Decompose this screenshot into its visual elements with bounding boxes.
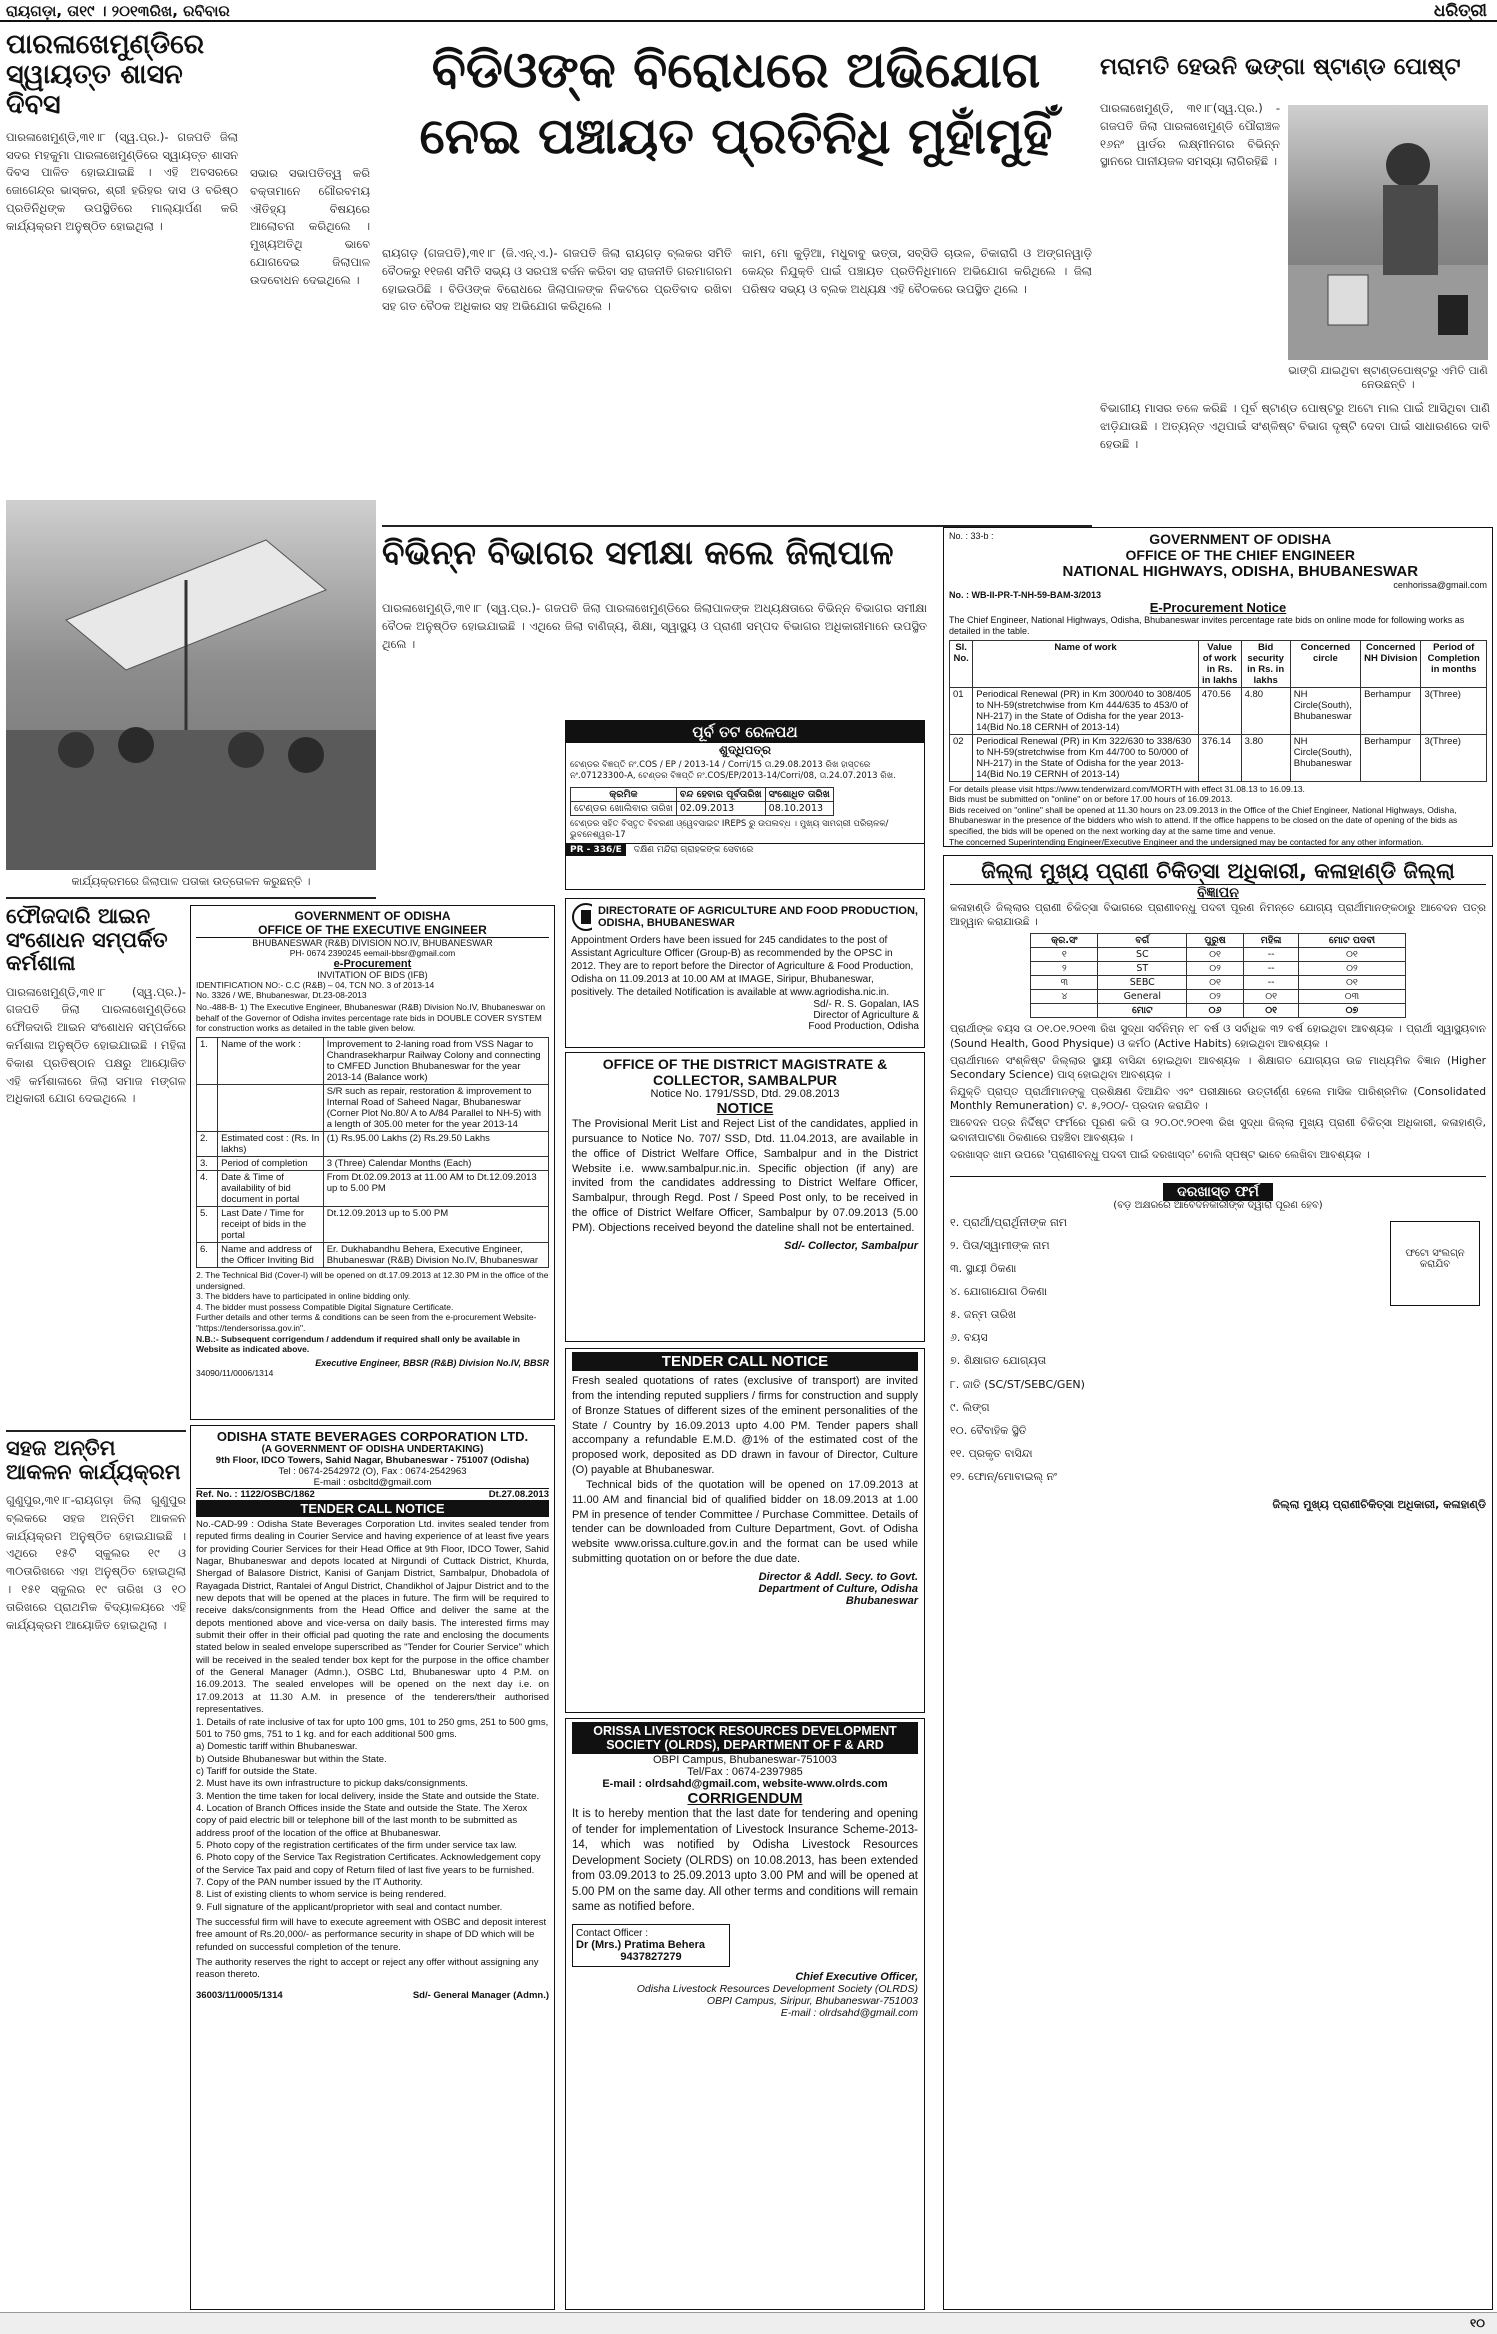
nh-note: The concerned Superintending Engineer/Executive Engineer and the undersigned may be contacted for any other information. bbox=[949, 836, 1424, 847]
culture-body-2: Technical bids of the quotation will be opened on 17.09.2013 at 11.00 AM and financial bid of qualified bidder on 18.09.2013 at 1.00 PM in presence of tender Committee / Purchase Committee. Details of tender can be downloaded from Culture Department, Govt. of Odisha website www.orissa.culture.gov.in and the format can be used while submitting quotation on or before the due date. bbox=[572, 1478, 918, 1566]
nh-title: E-Procurement Notice bbox=[1149, 600, 1287, 615]
rb-table bbox=[196, 1037, 549, 1268]
ecor-header: ବନ୍ଦ ହେବାର ପୂର୍ବତାରିଖ bbox=[676, 787, 765, 801]
flag-ceremony-image bbox=[6, 500, 376, 870]
table-cell: ୦୧ bbox=[1299, 976, 1405, 990]
col-header: Value of work in Rs. in lakhs bbox=[1198, 640, 1241, 687]
rb-gov: GOVERNMENT OF ODISHA bbox=[294, 909, 451, 923]
col-header: ମୋଟ ପଦବୀ bbox=[1299, 934, 1405, 948]
nh-office: OFFICE OF THE CHIEF ENGINEER bbox=[1125, 547, 1355, 563]
cdvo-form-title: ଦରଖାସ୍ତ ଫର୍ମ bbox=[1163, 1183, 1273, 1201]
olrds-phone: Tel/Fax : 0674-2397985 bbox=[687, 1766, 803, 1778]
osbc-title: TENDER CALL NOTICE bbox=[196, 1500, 549, 1517]
table-cell: Dt.12.09.2013 up to 5.00 PM bbox=[323, 1206, 548, 1242]
table-cell: Periodical Renewal (PR) in Km 322/630 to 338/630 to NH-59(stretchwise from Km 44/700 to 50/000 of NH-217) in the State of Odisha for the year 2013-14(Bid No.19 CERNH of 2013-14) bbox=[973, 734, 1199, 781]
rb-phone: PH- 0674 2390245 eemail-bbsr@gmail.com bbox=[289, 948, 456, 958]
divider bbox=[6, 897, 376, 899]
rb-signature: Executive Engineer, BBSR (R&B) Division No.IV, BBSR bbox=[315, 1357, 549, 1368]
nh-note: For details please visit https://www.tenderwizard.com/MORTH with effect 31.08.13 to 16.09.13. bbox=[949, 783, 1305, 794]
table-cell: Name and address of the Officer Inviting Bid bbox=[218, 1242, 324, 1267]
col-header: ପୁରୁଷ bbox=[1187, 934, 1244, 948]
list-item: 2. Must have its own infrastructure to pickup daks/consignments. bbox=[196, 1778, 468, 1790]
list-item: a) Domestic tariff within Bhubaneswar. bbox=[196, 1741, 358, 1753]
table-row bbox=[950, 734, 1487, 781]
nh-dept: NATIONAL HIGHWAYS, ODISHA, BHUBANESWAR bbox=[1062, 563, 1419, 580]
culture-sig-3: Bhubaneswar bbox=[845, 1594, 918, 1607]
rb-division-ifb-ad bbox=[190, 905, 555, 1420]
col1-headline-3: ସହଜ ଅନ୍ତିମ ଆକଳନ କାର୍ଯ୍ୟକ୍ରମ bbox=[6, 1437, 181, 1484]
agri-sig-2: Director of Agriculture & bbox=[813, 1010, 919, 1021]
table-cell: Berhampur bbox=[1361, 734, 1421, 781]
page-footer bbox=[0, 2312, 1497, 2334]
osbc-name: ODISHA STATE BEVERAGES CORPORATION LTD. bbox=[216, 1429, 529, 1444]
cdvo-para: ନିଯୁକ୍ତି ପ୍ରାପ୍ତ ପ୍ରାର୍ଥୀମାନଙ୍କୁ ପ୍ରଶିକ୍ଷଣ ଦିଆଯିବ ଏବଂ ପରୀକ୍ଷାରେ ଉତ୍ତୀର୍ଣ୍ଣ ହେଲେ ମାସିକ ପାରିଶ୍ରମିକ (Consolidated Monthly Remuneration) ଟ. ୫,୨୦୦/- ପ୍ରଦାନ କରାଯିବ । bbox=[950, 1086, 1486, 1113]
col-header: Concerned NH Division bbox=[1361, 640, 1421, 687]
center-body-2: କାମ, ମୋ କୁଡ଼ିଆ, ମଧୁବାବୁ ଭତ୍ତା, ସବ୍‌ସିଡି ଚାଉଳ, ଚିକାରାଗି ଓ ଅଙ୍ଗନୱାଡ଼ି କେନ୍ଦ୍ର ନିଯୁକ୍ତି ପାଇଁ ପଞ୍ଚାୟତ ପ୍ରତିନିଧିମାନେ ଅଭିଯୋଗ କରିଥିଲେ । ଜିଲା ପରିଷଦ ସଭ୍ୟ ଓ ବ୍ଲକ ଅଧ୍ୟକ୍ଷ ଏହି ବୈଠକରେ ଉପସ୍ଥିତ ଥିଲେ । bbox=[742, 246, 1092, 296]
table-row bbox=[950, 687, 1487, 734]
table-cell: Er. Dukhabandhu Behera, Executive Engineer, Bhubaneswar (R&B) Division No.IV, Bhubaneswar bbox=[323, 1242, 548, 1267]
form-field: ୫. ଜନ୍ମ ତାରିଖ bbox=[950, 1308, 1017, 1322]
table-cell: ମୋଟ bbox=[1098, 1004, 1187, 1018]
table-cell: Improvement to 2-laning road from VSS Nagar to Chandrasekharpur Railway Colony and connecting to CMFED Junction Bhubaneswar for the year 2013-14 (Balance work) bbox=[323, 1037, 548, 1084]
list-item: b) Outside Bhubaneswar but within the State. bbox=[196, 1753, 387, 1765]
table-cell: Last Date / Time for receipt of bids in the portal bbox=[218, 1206, 324, 1242]
ecor-cell: ଟେଣ୍ଡର ଖୋଲିବାର ତାରିଖ bbox=[571, 801, 677, 815]
table-row bbox=[1031, 1004, 1405, 1018]
ecor-footnote: ଟେଣ୍ଡର ସହିତ ବିସ୍ତୃତ ବିବରଣୀ ଓ୍ୱେବସାଇଟ IREPS ରୁ ଉପଲବ୍ଧ । ମୁଖ୍ୟ ସାମଗ୍ରୀ ପରିଚାଳକ/ଭୁବନେଶ୍ୱର-17 bbox=[570, 818, 889, 841]
form-field: ୧୦. ବୈବାହିକ ସ୍ଥିତି bbox=[950, 1423, 1027, 1437]
olrds-email: E-mail : olrdsahd@gmail.com, website-www.olrds.com bbox=[602, 1778, 888, 1790]
ecor-code: PR - 336/E bbox=[566, 844, 626, 856]
nh-eprocurement-ad bbox=[943, 527, 1493, 847]
center-lead-story bbox=[380, 42, 1092, 237]
table-cell: From Dt.02.09.2013 at 11.00 AM to Dt.12.09.2013 up to 5.00 PM bbox=[323, 1170, 548, 1206]
osbc-phone: Tel : 0674-2542972 (O), Fax : 0674-2542963 bbox=[278, 1466, 467, 1477]
table-cell: ୨ bbox=[1031, 962, 1098, 976]
ecor-corrigendum-ad bbox=[565, 720, 925, 890]
osbc-signature: Sd/- General Manager (Admn.) bbox=[412, 1989, 549, 2001]
olrds-title: ORISSA LIVESTOCK RESOURCES DEVELOPMENT SOCIETY (OLRDS), DEPARTMENT OF F & ARD bbox=[572, 1722, 918, 1754]
sambalpur-body: The Provisional Merit List and Reject List of the candidates, applied in pursuance to Notice No. 707/ SSD, Dtd. 11.04.2013, are available in the office of District Welfare Office, Sambalpur and in the District Website i.e. www.sambalpur.nic.in. Specific objection (if any) are invited from the candidates addressing to District Welfare Officer, Sambalpur, through Regd. Post / Speed Post only, to be received in the office of District Welfare Officer, Sambalpur by 07.09.2013 (5.00 PM). Objections received beyond the dateline shall not be entertained. bbox=[572, 1118, 918, 1234]
cdvo-form-fields bbox=[950, 1211, 1330, 1488]
table-cell: (1) Rs.95.00 Lakhs (2) Rs.29.50 Lakhs bbox=[323, 1131, 548, 1156]
table-cell: 4.80 bbox=[1241, 687, 1290, 734]
table-cell: ୪ bbox=[1031, 990, 1098, 1004]
sambalpur-notice-no: Notice No. 1791/SSD, Dtd. 29.08.2013 bbox=[650, 1088, 840, 1100]
table-row bbox=[1031, 976, 1405, 990]
list-item: 8. List of existing clients to whom service is being rendered. bbox=[196, 1889, 447, 1901]
right-photo bbox=[1288, 105, 1488, 360]
col-header: Bid security in Rs. in lakhs bbox=[1241, 640, 1290, 687]
nh-email: cenhorissa@gmail.com bbox=[1393, 580, 1487, 590]
right-photo-caption: ଭାଙ୍ଗି ଯାଇଥିବା ଷ୍ଟାଣ୍ଡପୋଷ୍ଟରୁ ଏମିତି ପାଣି ନେଉଛନ୍ତି । bbox=[1288, 364, 1488, 391]
form-field: ୨. ପିତା/ସ୍ୱାମୀଙ୍କ ନାମ bbox=[950, 1238, 1050, 1252]
ecor-cell: 08.10.2013 bbox=[765, 801, 833, 815]
table-cell bbox=[218, 1084, 324, 1131]
table-row bbox=[197, 1156, 549, 1170]
table-cell: -- bbox=[1243, 948, 1298, 962]
table-cell: Periodical Renewal (PR) in Km 300/040 to 308/405 to NH-59(stretchwise from Km 444/635 to 453/0 of NH-217) in the State of Odisha for the year 2013-14(Bid No.18 CERNH of 2013-14) bbox=[973, 687, 1199, 734]
right-headline: ମରାମତି ହେଉନି ଭଙ୍ଗା ଷ୍ଟାଣ୍ଡ ପୋଷ୍ଟ bbox=[1100, 55, 1461, 80]
col1-story-2 bbox=[6, 905, 186, 1425]
list-item: 9. Full signature of the applicant/proprietor with seal and contact number. bbox=[196, 1901, 503, 1913]
rb-para-1: No.-488-B- 1) The Executive Engineer, Bhubaneswar (R&B) Division No.IV, Bhubaneswar on behalf of the Governor of Odisha invites percentage rate bids in DOUBLE COVER SYSTEM for construction works as detailed in the table given below. bbox=[196, 1002, 546, 1034]
table-row bbox=[1031, 990, 1405, 1004]
olrds-address: OBPI Campus, Bhubaneswar-751003 bbox=[652, 1754, 838, 1766]
sambalpur-subtitle: NOTICE bbox=[716, 1100, 774, 1117]
olrds-contact-phone: 9437827279 bbox=[620, 1950, 682, 1963]
table-header-row bbox=[1031, 934, 1405, 948]
form-field: ୧୨. ଫୋନ୍/ମୋବାଇଲ୍ ନଂ bbox=[950, 1469, 1057, 1483]
table-cell: ୦୧ bbox=[1243, 990, 1298, 1004]
osbc-code: 36003/11/0005/1314 bbox=[196, 1989, 283, 2001]
col-header: Name of work bbox=[973, 640, 1199, 687]
table-cell: NH Circle(South), Bhubaneswar bbox=[1290, 687, 1360, 734]
olrds-corrigendum-ad bbox=[565, 1718, 925, 2310]
table-cell: 1. bbox=[197, 1037, 218, 1084]
col-header: Concerned circle bbox=[1290, 640, 1360, 687]
col1-body-3: ପାରଳାଖେମୁଣ୍ଡି,୩୧।୮ (ସ୍ୱ.ପ୍ର.)- ଗଜପତି ଜିଲା ପାରଳାଖେମୁଣ୍ଡିରେ ଫୌଜଦାରି ଆଇନ ସଂଶୋଧନ ସମ୍ପର୍କରେ କର୍ମଶାଳା ଅନୁଷ୍ଠିତ ହୋଇଯାଇଛି । ମହିଳା ବିକାଶ ପ୍ରତିଷ୍ଠାନ ପକ୍ଷରୁ ଆୟୋଜିତ ଏହି କର୍ମଶାଳାରେ ଜିଲା ସମାଜ ମଙ୍ଗଳ ଅଧିକାରୀ ଯୋଗ ଦେଇଥିଲେ । bbox=[6, 984, 186, 1106]
olrds-contact-name: Dr (Mrs.) Pratima Behera bbox=[576, 1938, 705, 1951]
nh-works-table bbox=[949, 640, 1487, 782]
table-row bbox=[1031, 948, 1405, 962]
table-cell: ୦୧ bbox=[1187, 948, 1244, 962]
culture-tender-ad bbox=[565, 1348, 925, 1713]
table-cell: 01 bbox=[950, 687, 973, 734]
culture-title: TENDER CALL NOTICE bbox=[572, 1352, 918, 1371]
table-cell: ୩ bbox=[1031, 976, 1098, 990]
nh-notes bbox=[949, 784, 1487, 848]
col1-headline: ପାରଳାଖେମୁଣ୍ଡିରେ ସ୍ୱାୟତ୍ତ ଶାସନ ଦିବସ bbox=[6, 30, 205, 121]
sambalpur-title: OFFICE OF THE DISTRICT MAGISTRATE & COLLECTOR, SAMBALPUR bbox=[602, 1056, 888, 1088]
table-cell: ୦୩ bbox=[1299, 990, 1405, 1004]
rb-letter-no: No. 3326 / WE, Bhubaneswar, Dt.23-08-2013 bbox=[196, 990, 367, 1000]
cdvo-signature: ଜିଲ୍ଲା ମୁଖ୍ୟ ପ୍ରାଣୀଚିକିତ୍ସା ଅଧିକାରୀ, କଳାହାଣ୍ଡି bbox=[1272, 1498, 1486, 1512]
table-cell: 3(Three) bbox=[1421, 687, 1487, 734]
ecor-body: ଟେଣ୍ଡର ବିଜ୍ଞପ୍ତି ନଂ.COS / EP / 2013-14 / Corri/15 ତା.29.08.2013 ରିଖ ହାସ୍ତରେ ନଂ.07123300-A, ଟେଣ୍ଡର ବିଜ୍ଞପ୍ତି ନଂ.COS/EP/2013-14/Corri/08, ତା.24.07.2013 ରିଖ. bbox=[570, 760, 896, 782]
cdvo-form-subtitle: (ବଡ଼ ଅକ୍ଷରରେ ଆବେଦନକାରୀଙ୍କ ଦ୍ୱାରା ପୂରଣ ହେବ) bbox=[1113, 1199, 1323, 1211]
cdvo-para: ଆବେଦନ ପତ୍ର ନିର୍ଦ୍ଦିଷ୍ଟ ଫର୍ମରେ ପୂରଣ କରି ତା ୨୦.୦୯.୨୦୧୩ ରିଖ ସୁଦ୍ଧା ଜିଲ୍ଲା ମୁଖ୍ୟ ପ୍ରାଣୀ ଚିକିତ୍ସା ଅଧିକାରୀ, କଳାହାଣ୍ଡି, ଭବାନୀପାଟଣା ଠିକଣାରେ ପହଞ୍ଚିବା ଆବଶ୍ୟକ । bbox=[950, 1117, 1486, 1144]
col-header: କ୍ର.ସଂ bbox=[1031, 934, 1098, 948]
col-header: Period of Completion in months bbox=[1421, 640, 1487, 687]
table-cell: S/R such as repair, restoration & improvement to Internal Road of Saheed Nagar, Bhubaneswar (Corner Plot No.80/ A to A/84 Parallel to NH-5) with a length of 305.00 meter for the year 2013-14 bbox=[323, 1084, 548, 1131]
form-field: ୧୧. ପ୍ରକୃତ ବାସିନ୍ଦା bbox=[950, 1446, 1033, 1460]
table-cell: ୦୨ bbox=[1299, 962, 1405, 976]
center-headline-2: ନେଇ ପଞ୍ଚାୟତ ପ୍ରତିନିଧି ମୁହାଁମୁହିଁ bbox=[419, 107, 1053, 165]
cdvo-subtitle: ବିଜ୍ଞାପନ bbox=[1197, 885, 1239, 901]
col-header: ମହିଳା bbox=[1243, 934, 1298, 948]
form-field: ୯. ଲିଙ୍ଗ bbox=[950, 1400, 990, 1414]
cdvo-intro: କଳାହାଣ୍ଡି ଜିଲ୍ଲାର ପ୍ରାଣୀ ଚିକିତ୍ସା ବିଭାଗରେ ପ୍ରାଣୀବନ୍ଧୁ ପଦବୀ ପୂରଣ ନିମନ୍ତେ ଯୋଗ୍ୟ ପ୍ରାର୍ଥୀମାନଙ୍କଠାରୁ ଆବେଦନ ପତ୍ର ଆହ୍ୱାନ କରାଯାଉଛି । bbox=[950, 902, 1486, 929]
rb-identification: IDENTIFICATION NO:- C.C (R&B) – 04, TCN NO. 3 of 2013-14 bbox=[196, 980, 435, 990]
table-cell: 5. bbox=[197, 1206, 218, 1242]
table-row bbox=[197, 1206, 549, 1242]
olrds-body: It is to hereby mention that the last date for tendering and opening of tender for implementation of Livestock Insurance Scheme-2013-14, which was notified by Odisha Livestock Resources Development Society (OLRDS) on 10.08.2013, has been extended from 03.09.2013 to 25.09.2013 upto 3.00 PM and will be opened at 5.00 PM on the same day. All other terms and conditions will remain same as notified before. bbox=[572, 1808, 918, 1914]
table-cell: Berhampur bbox=[1361, 687, 1421, 734]
center-body: ରାୟଗଡ଼ (ଗଜପତି),୩୧।୮ (ଜି.ଏନ୍.ଏ.)- ଗଜପତି ଜିଲା ରାୟଗଡ଼ ବ୍ଲକର ସମିତି ବୈଠକରୁ ୧୧ଜଣ ସମିତି ସଭ୍ୟ ଓ ସରପଞ୍ଚ ବର୍ଜନ କରିବା ସହ ରାଜନୀତି ଗରମାଗରମ ହୋଇଉଠିଛି । ବିଡିଓଙ୍କ ବିରୋଧରେ ଜିଲାପାଳଙ୍କ ନିକଟରେ ପ୍ରତିବାଦ ରଖିବା ସହ ଗତ ବୈଠକ ଅଧିକାର ସହ ଅଭିଯୋଗ କରିଥିଲେ । bbox=[382, 246, 732, 314]
nh-ref: No. : WB-II-PR-T-NH-59-BAM-3/2013 bbox=[949, 590, 1102, 600]
table-cell: ୦୭ bbox=[1299, 1004, 1405, 1018]
center-headline-1: ବିଡିଓଙ୍କ ବିରୋଧରେ ଅଭିଯୋଗ bbox=[431, 42, 1041, 99]
culture-sig-1: Director & Addl. Secy. to Govt. bbox=[758, 1570, 918, 1583]
table-cell: General bbox=[1098, 990, 1187, 1004]
table-row bbox=[197, 1170, 549, 1206]
osbc-para-3: The authority reserves the right to accept or reject any offer without assigning any reason thereto. bbox=[196, 1957, 539, 1981]
table-header-row bbox=[950, 640, 1487, 687]
agri-body: Appointment Orders have been issued for 245 candidates to the post of Assistant Agriculture Officer (Group-B) as recommended by the OPSC in 2012. They are to report before the Director of Agriculture & Food Production, Odisha on 11.09.2013 at 10.00 AM at IMAGE, Siripur, Bhubaneswar, positively. The detailed Notification is available at www.agriodisha.nic.in. bbox=[571, 935, 914, 998]
form-field: ୧. ପ୍ରାର୍ଥୀ/ପ୍ରାର୍ଥିନୀଙ୍କ ନାମ bbox=[950, 1215, 1068, 1229]
col1-top-story bbox=[6, 30, 238, 300]
table-cell: 3 (Three) Calendar Months (Each) bbox=[323, 1156, 548, 1170]
rb-division: BHUBANESWAR (R&B) DIVISION NO.IV, BHUBANESWAR bbox=[196, 937, 549, 948]
table-cell: Estimated cost : (Rs. In lakhs) bbox=[218, 1131, 324, 1156]
table-cell: ୦୨ bbox=[1187, 990, 1244, 1004]
culture-sig-2: Department of Culture, Odisha bbox=[758, 1582, 918, 1595]
table-cell: ୦୨ bbox=[1187, 962, 1244, 976]
table-cell: Date & Time of availability of bid document in portal bbox=[218, 1170, 324, 1206]
col1-body-4: ଗୁଣୁପୁର,୩୧।୮-ରାୟଗଡ଼ା ଜିଲା ଗୁଣୁପୁର ବ୍ଲକରେ ସହଜ ଅନ୍ତିମ ଆକଳନ କାର୍ଯ୍ୟକ୍ରମ ଅନୁଷ୍ଠିତ ହୋଇଯାଇଛି । ଏଥିରେ ୧୫ଟି ସ୍କୁଲର ୧୯ ଓ ୩୦ତାରିଖରେ ଏହା ଅନୁଷ୍ଠିତ ହୋଇଥିଲା । ୧୫୧ ସ୍କୁଲର ୧୯ ତାରିଖ ଓ ୧୦ ତାରିଖରେ ପ୍ରାଥମିକ ବିଦ୍ୟାଳୟରେ ଏହି କାର୍ଯ୍ୟକ୍ରମ ଆୟୋଜିତ ହୋଇଥିଲା । bbox=[6, 1493, 186, 1632]
table-cell: NH Circle(South), Bhubaneswar bbox=[1290, 734, 1360, 781]
rb-code: 34090/11/0006/1314 bbox=[196, 1367, 274, 1378]
col1-body-2: ସଭାର ସଭାପତିତ୍ୱ କରି ବକ୍ତାମାନେ ଗୌରବମୟ ଐତିହ୍ୟ ବିଷୟରେ ଆଲୋଚନା କରିଥିଲେ । ମୁଖ୍ୟଅତିଥି ଭାବେ ଯୋଗଦେଇ ଜିଲାପାଳ ଉଦବୋଧନ ଦେଇଥିଲେ । bbox=[250, 166, 370, 287]
table-cell: ୦୬ bbox=[1187, 1004, 1244, 1018]
table-cell: ST bbox=[1098, 962, 1187, 976]
olrds-sig-4: E-mail : olrdsahd@gmail.com bbox=[780, 2006, 918, 2019]
olrds-sig-3: OBPI Campus, Siripur, Bhubaneswar-751003 bbox=[706, 1994, 918, 2007]
table-cell: SEBC bbox=[1098, 976, 1187, 990]
table-cell: 3(Three) bbox=[1421, 734, 1487, 781]
right-body-2: ବିଭାଗୀୟ ମାସର ତଳେ କରିଛି । ପୂର୍ବ ଷ୍ଟାଣ୍ଡ ପୋଷ୍ଟରୁ ଅଟୋ ମାଲ ପାଇଁ ଆସିଥିବା ପାଣି ଝାଡ଼ିଯାଉଛି । ଅତ୍ୟନ୍ତ ଏଥିପାଇଁ ସଂଶ୍ଳିଷ୍ଟ ବିଭାଗ ଦୃଷ୍ଟି ଦେବା ପାଇଁ ସାଧାରଣରେ ଦାବି ହେଉଛି । bbox=[1100, 401, 1490, 451]
table-cell: 2. bbox=[197, 1131, 218, 1156]
olrds-contact-label: Contact Officer : bbox=[576, 1927, 649, 1939]
table-cell: -- bbox=[1243, 976, 1298, 990]
table-row bbox=[197, 1242, 549, 1267]
ecor-tagline: ଦକ୍ଷିଣ ମନ୍ଦିରା ଗ୍ରାହକଙ୍କ ସେବାରେ bbox=[633, 844, 754, 855]
sambalpur-signature: Sd/- Collector, Sambalpur bbox=[784, 1239, 918, 1252]
form-field: ୩. ସ୍ଥାୟୀ ଠିକଣା bbox=[950, 1262, 1017, 1276]
list-item: c) Tariff for outside the State. bbox=[196, 1765, 318, 1777]
agri-directorate-ad bbox=[565, 898, 925, 1048]
agri-sig-1: Sd/- R. S. Gopalan, IAS bbox=[813, 999, 919, 1010]
table-cell: 376.14 bbox=[1198, 734, 1241, 781]
masthead bbox=[0, 0, 1497, 22]
osbc-ref: Ref. No. : 1122/OSBC/1862 bbox=[196, 1489, 315, 1500]
col1-body: ପାରଳାଖେମୁଣ୍ଡି,୩୧।୮ (ସ୍ୱ.ପ୍ର.)- ଗଜପତି ଜିଲା ସଦର ମହକୁମା ପାରଳାଖେମୁଣ୍ଡିରେ ସ୍ୱାୟତ୍ତ ଶାସନ ଦିବସ ପାଳିତ ହୋଇଯାଇଛି । ଏହି ଅବସରରେ ଜୋଗେନ୍ଦ୍ର ଭାସ୍କର, ଶ୍ରୀ ହରିହର ଦାସ ଓ ବରିଷ୍ଠ ପ୍ରତିନିଧିଙ୍କ ଉପସ୍ଥିତିରେ ମାଲ୍ୟାର୍ପଣ କରି କାର୍ଯ୍ୟକ୍ରମ ଅନୁଷ୍ଠିତ ହୋଇଥିଲା । bbox=[6, 129, 238, 233]
table-row bbox=[197, 1131, 549, 1156]
rb-note: 3. The bidders have to participated in online bidding only. bbox=[196, 1291, 411, 1302]
cdvo-kalahandi-ad bbox=[943, 855, 1493, 2310]
cdvo-application-form bbox=[950, 1176, 1486, 1488]
culture-body: Fresh sealed quotations of rates (exclusive of transport) are invited from the intending reputed suppliers / firms for construction and supply of Bronze Statues of different sizes of the eminent personalities of the State / Country by 16.09.2013 upto 4.00 PM. Tender papers shall accompany a refundable E.M.D. @1% of the estimated cost of the proposed work, deposited as DD drawn in favour of Director, Culture (O) payable at Bhubaneswar. bbox=[572, 1375, 918, 1477]
rb-notes bbox=[196, 1270, 549, 1355]
table-cell bbox=[197, 1084, 218, 1131]
osbc-email: E-mail : osbcltd@gmail.com bbox=[313, 1477, 432, 1488]
form-field: ୭. ଶିକ୍ଷାଗତ ଯୋଗ୍ୟତା bbox=[950, 1354, 1047, 1368]
rb-eproc: e-Procurement bbox=[333, 958, 412, 970]
cdvo-para: ଦରଖାସ୍ତ ଖାମ ଉପରେ 'ପ୍ରାଣୀବନ୍ଧୁ ପଦବୀ ପାଇଁ ଦରଖାସ୍ତ' ବୋଲି ସ୍ପଷ୍ଟ ଭାବେ ଲେଖିବା ଆବଶ୍ୟକ । bbox=[950, 1148, 1370, 1161]
ecor-subtitle: ଶୁଦ୍ଧିପତ୍ର bbox=[719, 743, 771, 757]
table-cell: -- bbox=[1243, 962, 1298, 976]
osbc-undertaking: (A GOVERNMENT OF ODISHA UNDERTAKING) bbox=[261, 1444, 484, 1455]
rb-note: 2. The Technical Bid (Cover-I) will be opened on dt.17.09.2013 at 12.30 PM in the office of the undersigned. bbox=[196, 1269, 549, 1291]
table-cell: 02 bbox=[950, 734, 973, 781]
list-item: 1. Details of rate inclusive of tax for upto 100 gms, 101 to 250 gms, 251 to 500 gms, 501 to 750 gms, 751 to 1 kg. and for each additional 500 gms. bbox=[196, 1716, 549, 1740]
col1-story-3 bbox=[6, 1437, 186, 2307]
cdvo-para: ପ୍ରାର୍ଥୀଙ୍କ ବୟସ ତା ୦୧.୦୧.୨୦୧୩ ରିଖ ସୁଦ୍ଧା ସର୍ବନିମ୍ନ ୧୮ ବର୍ଷ ଓ ସର୍ବାଧିକ ୩୨ ବର୍ଷ ହୋଇଥିବା ଆବଶ୍ୟକ । ପ୍ରାର୍ଥୀ ସ୍ୱାସ୍ଥ୍ୟବାନ (Sound Health, Good Physique) ଓ କର୍ମଠ (Active Habits) ହୋଇଥିବା ଆବଶ୍ୟକ । bbox=[950, 1023, 1486, 1050]
rb-note: Further details and other terms & conditions can be seen from the e-procurement Website- "https://tendersorissa.gov.in". bbox=[196, 1312, 537, 1333]
list-item: 6. Photo copy of the Service Tax Registration Certificates. Acknowledgement copy of the Service Tax paid and copy of Return filed of last five years to be furnished. bbox=[196, 1852, 541, 1876]
right-body: ପାରଳାଖେମୁଣ୍ଡି, ୩୧।୮(ସ୍ୱ.ପ୍ର.) - ଗଜପତି ଜିଲା ପାରଳାଖେମୁଣ୍ଡି ପୌରାଞ୍ଚଳ ୧୬ନଂ ୱାର୍ଡର ଲକ୍ଷ୍ମୀନଗର ବିଭିନ୍ନ ସ୍ଥାନରେ ପାନୀୟଜଳ ସମସ୍ୟା ଲାଗିରହିଛି । bbox=[1100, 101, 1280, 169]
dateline: ରାୟଗଡ଼ା, ତା୧୯ । ୨୦୧୩ରିଖ, ରବିବାର bbox=[6, 2, 230, 20]
ecor-cell: 02.09.2013 bbox=[676, 801, 765, 815]
osbc-date: Dt.27.08.2013 bbox=[488, 1489, 549, 1500]
cdvo-para: ପ୍ରାର୍ଥୀମାନେ ସଂଶ୍ଳିଷ୍ଟ ଜିଲ୍ଲାର ସ୍ଥାୟୀ ବାସିନ୍ଦା ହୋଇଥିବା ଆବଶ୍ୟକ । ଶିକ୍ଷାଗତ ଯୋଗ୍ୟତା ଉଚ୍ଚ ମାଧ୍ୟମିକ ବିଜ୍ଞାନ (Higher Secondary Science) ପାସ୍ ହୋଇଥିବା ଆବଶ୍ୟକ । bbox=[950, 1054, 1486, 1081]
col1-photo bbox=[6, 500, 376, 870]
olrds-subtitle: CORRIGENDUM bbox=[687, 1790, 803, 1807]
ecor-footer bbox=[566, 843, 924, 856]
table-row bbox=[1031, 962, 1405, 976]
osbc-address: 9th Floor, IDCO Towers, Sahid Nagar, Bhubaneswar - 751007 (Odisha) bbox=[215, 1455, 530, 1466]
ecor-title: ପୂର୍ବ ତଟ ରେଳପଥ bbox=[566, 721, 924, 743]
col-header: Sl. No. bbox=[950, 640, 973, 687]
ecor-table bbox=[570, 787, 834, 816]
table-cell: SC bbox=[1098, 948, 1187, 962]
nh-ad-no: No. : 33-b : bbox=[949, 531, 994, 541]
table-cell: 4. bbox=[197, 1170, 218, 1206]
rb-note: 4. The bidder must possess Compatible Digital Signature Certificate. bbox=[196, 1301, 454, 1312]
agri-title: DIRECTORATE OF AGRICULTURE AND FOOD PRODUCTION, ODISHA, BHUBANESWAR bbox=[597, 905, 918, 929]
table-cell: Name of the work : bbox=[218, 1037, 324, 1084]
center-body-3: ପାରଳାଖେମୁଣ୍ଡି,୩୧।୮ (ସ୍ୱ.ପ୍ର.)- ଗଜପତି ଜିଲା ପାରଳାଖେମୁଣ୍ଡିରେ ଜିଲାପାଳଙ୍କ ଅଧ୍ୟକ୍ଷତାରେ ବିଭିନ୍ନ ବିଭାଗର ସମୀକ୍ଷା ବୈଠକ ଅନୁଷ୍ଠିତ ହୋଇଯାଇଛି । ଏଥିରେ ଜିଲା ବାଣିଜ୍ୟ, ଶିକ୍ଷା, ସ୍ୱାସ୍ଥ୍ୟ ଓ ପ୍ରାଣୀ ସମ୍ପଦ ବିଭାଗର ଅଧିକାରୀମାନେ ଉପସ୍ଥିତ ଥିଲେ । bbox=[382, 601, 927, 651]
table-cell bbox=[1031, 1004, 1098, 1018]
cdvo-title: ଜିଲ୍ଲା ମୁଖ୍ୟ ପ୍ରାଣୀ ଚିକିତ୍ସା ଅଧିକାରୀ, କଳାହାଣ୍ଡି ଜିଲ୍ଲା bbox=[950, 859, 1486, 885]
col-header: ବର୍ଗ bbox=[1098, 934, 1187, 948]
list-item: 3. Mention the time taken for local delivery, inside the State and outside the State. bbox=[196, 1790, 540, 1802]
form-field: ୮. ଜାତି (SC/ST/SEBC/GEN) bbox=[950, 1377, 1085, 1391]
nh-note: Bids must be submitted on "online" on or before 17.00 hours of 16.09.2013. bbox=[949, 794, 1233, 805]
table-cell: 6. bbox=[197, 1242, 218, 1267]
sambalpur-notice-ad bbox=[565, 1052, 925, 1342]
nh-para-1: The Chief Engineer, National Highways, Odisha, Bhubaneswar invites percentage rate bids on online mode for following works as detailed in the table. bbox=[949, 615, 1465, 637]
water-standpost-image bbox=[1288, 105, 1488, 360]
table-cell: 3.80 bbox=[1241, 734, 1290, 781]
cdvo-vacancy-table bbox=[1030, 933, 1405, 1018]
center-headline-3: ବିଭିନ୍ନ ବିଭାଗର ସମୀକ୍ଷା କଲେ ଜିଲାପାଳ bbox=[382, 535, 894, 572]
odisha-emblem-icon bbox=[571, 902, 592, 932]
olrds-sig-1: Chief Executive Officer, bbox=[795, 1970, 918, 1983]
osbc-items bbox=[196, 1717, 549, 1915]
osbc-para-1: No.-CAD-99 : Odisha State Beverages Corporation Ltd. invites sealed tender from reputed firms dealing in Courier Service and having experience of at least five years for providing Courier Services for their Head Office at 9th Floor, IDCO Tower, Sahid Nagar, Bhubaneswar and depots located at Nirgundi of Cuttack District, Khurda, Shergad of Balasore District, Kanisi of Ganjam District, Sambalpur, Dhobadola of Rayagada District, Rantalei of Angul District, Chandikhol of Jajpur District and to the new depots that will be opened at the places in future. The firm will be required to receive daks/consignments from the Head Office and deliver the same at the depots mentioned above and vice-versa on daily basis. The interested firms may submit their offer in their official pad quoting the rate and enclosing the documents stated below in sealed envelope superscribed as "Tender for Courier Service" which will be received in the sealed tender box kept for the purpose in the office chamber of the General Manager (Admn.), OSBC Ltd, Bhubaneswar upto 4 P.M. on 16.09.2013. The sealed envelopes will be opened on the next day i.e. on 17.09.2013 at 11.30 A.M. in presence of the tenderers/their authorised representatives. bbox=[196, 1519, 549, 1716]
table-cell: Period of completion bbox=[218, 1156, 324, 1170]
table-row bbox=[197, 1037, 549, 1084]
right-top-head bbox=[1100, 55, 1492, 95]
list-item: 4. Location of Branch Offices inside the State and outside the State. The Xerox copy of paid electric bill or telephone bill of the last month to be submitted as address proof of the location of the office at Bhubaneswar. bbox=[196, 1802, 528, 1839]
table-cell: ୦୧ bbox=[1187, 976, 1244, 990]
page-number: ୧୦ bbox=[1470, 2316, 1485, 2330]
rb-note: N.B.:- Subsequent corrigendum / addendum if required shall only be available in Website as indicated above. bbox=[196, 1333, 520, 1355]
table-cell: ୦୧ bbox=[1243, 1004, 1298, 1018]
form-field: ୪. ଯୋଗାଯୋଗ ଠିକଣା bbox=[950, 1285, 1048, 1299]
photo-box: ଫଟୋ ସଂଲଗ୍ନ କରାଯିବ bbox=[1390, 1221, 1480, 1306]
ecor-header: କ୍ରମିକ bbox=[571, 787, 677, 801]
form-field: ୬. ବୟସ bbox=[950, 1331, 988, 1345]
osbc-tender-ad bbox=[190, 1425, 555, 2310]
nh-gov: GOVERNMENT OF ODISHA bbox=[1149, 531, 1332, 547]
rb-ifb: INVITATION OF BIDS (IFB) bbox=[317, 970, 428, 980]
agri-sig-3: Food Production, Odisha bbox=[808, 1021, 919, 1032]
osbc-para-2: The successful firm will have to execute agreement with OSBC and deposit interest free amount of Rs.20,000/- as performance security in shape of DD which will be refunded on successful completion of the tenure. bbox=[196, 1917, 547, 1953]
list-item: 5. Photo copy of the registration certificates of the firm under service tax law. bbox=[196, 1839, 518, 1851]
table-row bbox=[197, 1084, 549, 1131]
list-item: 7. Copy of the PAN number issued by the IT Authority. bbox=[196, 1876, 423, 1888]
divider bbox=[6, 1430, 186, 1432]
ecor-header: ସଂଶୋଧିତ ତାରିଖ bbox=[765, 787, 833, 801]
table-cell: 3. bbox=[197, 1156, 218, 1170]
nh-note: Bids received on "online" shall be opened at 11.30 hours on 23.09.2013 in the Office of the Chief Engineer, National Highways, Odisha, Bhubaneswar in the presence of the bidders who wish to attend. If the office happens to be closed on the date of opening of the bids as specified, the bids will be opened on the next working day at the same time and venue. bbox=[949, 804, 1458, 836]
table-cell: ୧ bbox=[1031, 948, 1098, 962]
table-cell: ୦୧ bbox=[1299, 948, 1405, 962]
col1-headline-2: ଫୌଜଦାରି ଆଇନ ସଂଶୋଧନ ସମ୍ପର୍କିତ କର୍ମଶାଳା bbox=[6, 905, 168, 976]
olrds-sig-2: Odisha Livestock Resources Development Society (OLRDS) bbox=[636, 1982, 918, 1995]
rb-office: OFFICE OF THE EXECUTIVE ENGINEER bbox=[258, 923, 487, 937]
table-cell: 470.56 bbox=[1198, 687, 1241, 734]
olrds-contact-box bbox=[572, 1924, 730, 1967]
col1-photo-caption: କାର୍ଯ୍ୟକ୍ରମରେ ଜିଲାପାଳ ପତାକା ଉତ୍ତୋଳନ କରୁଛନ୍ତି । bbox=[71, 875, 311, 888]
paper-name: ଧରିତ୍ରୀ bbox=[1433, 1, 1487, 21]
